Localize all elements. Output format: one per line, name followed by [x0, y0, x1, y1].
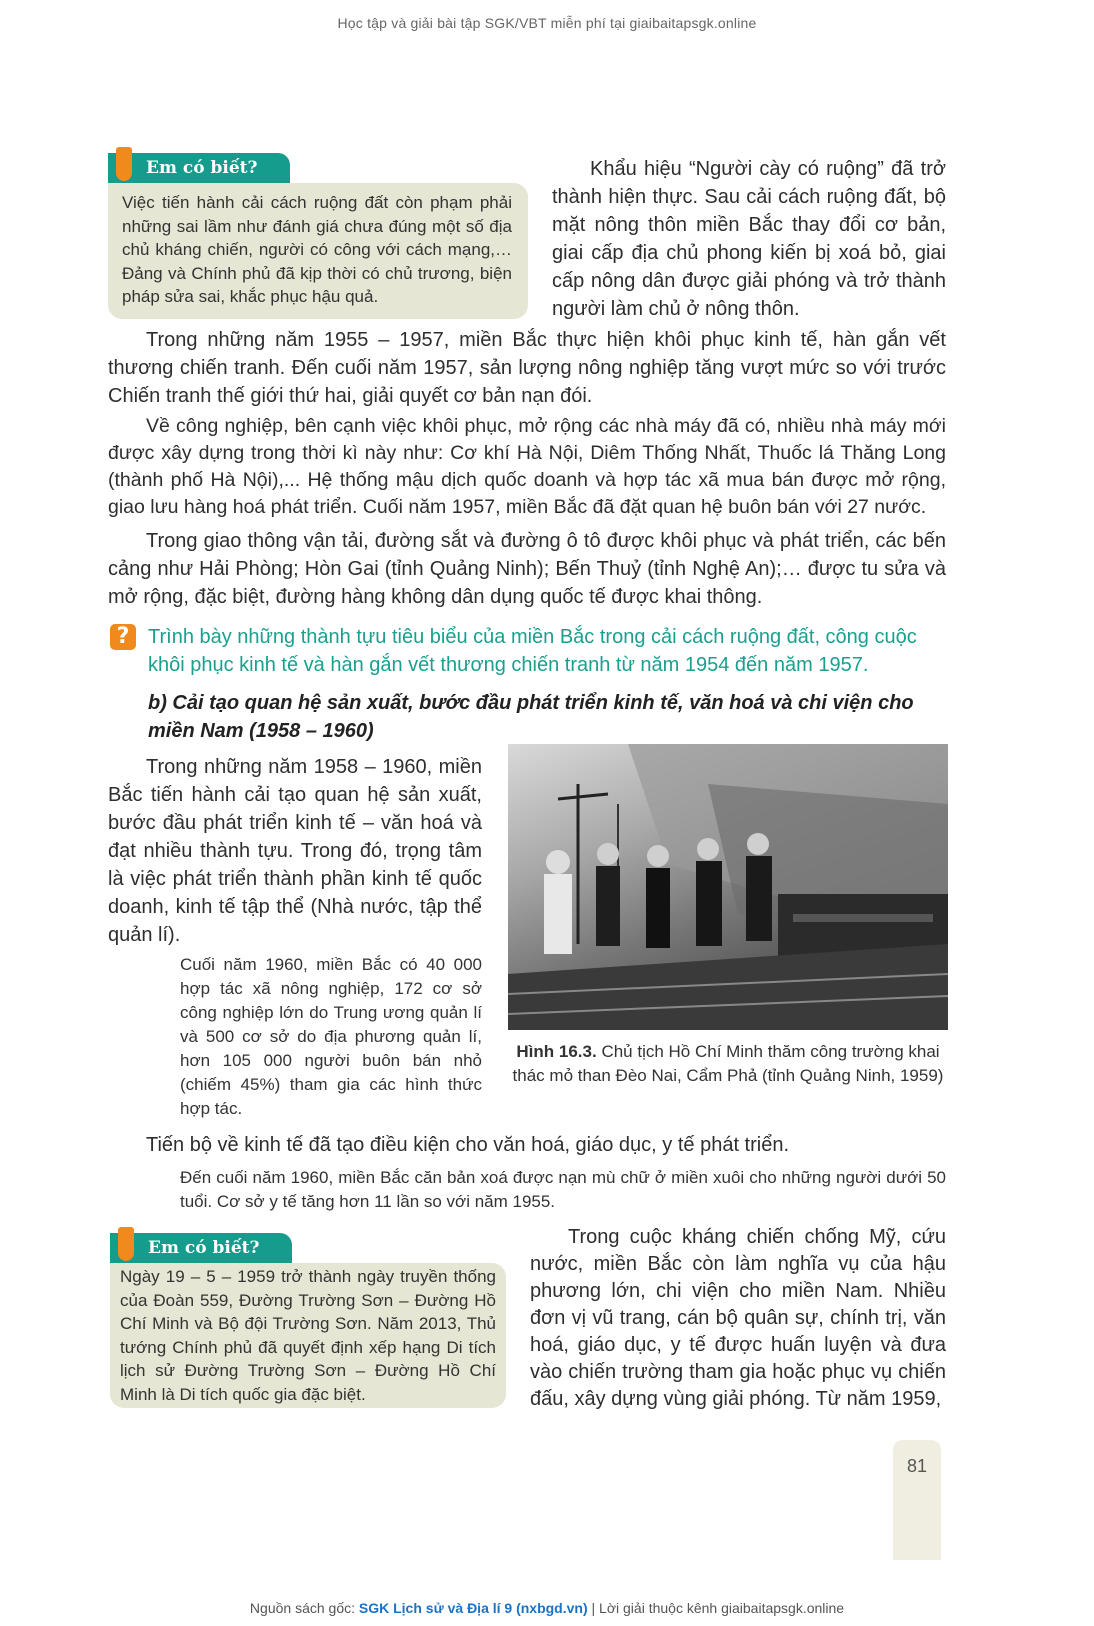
info-box-1-title-tab [108, 153, 290, 183]
bookmark-flag-icon [118, 1227, 134, 1261]
footer-source-link[interactable]: SGK Lịch sử và Địa lí 9 (nxbgd.vn) [358, 1600, 588, 1616]
footer-note [0, 1600, 1094, 1616]
info-box-1 [108, 183, 528, 319]
info-box-1-title: Em có biết? [146, 158, 258, 178]
section-b-title: b) Cải tạo quan hệ sản xuất, bước đầu phát triển kinh tế, văn hoá và chi viện cho miền Nam (1958 – 1960) [148, 692, 914, 742]
header-note: Học tập và giải bài tập SGK/VBT miễn phí tại giaibaitapsgk.online [337, 15, 757, 31]
figure-caption [508, 1040, 948, 1088]
paragraph-production-relations: Trong những năm 1958 – 1960, miền Bắc tiến hành cải tạo quan hệ sản xuất, bước đầu phát triển kinh tế – văn hoá và đạt nhiều thành tựu. Trong đó, trọng tâm là việc phát triển thành phần kinh tế quốc doanh, kinh tế tập thể (Nhà nước, tập thể quản lí). [108, 756, 482, 946]
bookmark-flag-icon [116, 147, 132, 181]
page-number: 81 [906, 1456, 928, 1476]
paragraph-literacy-health: Đến cuối năm 1960, miền Bắc căn bản xoá được nạn mù chữ ở miền xuôi cho những người dưới 50 tuổi. Cơ sở y tế tăng hơn 11 lần so với năm 1955. [180, 1168, 946, 1211]
question-icon: ? [110, 624, 136, 650]
footer-prefix: Nguồn sách gốc: [249, 1600, 359, 1616]
info-box-2-title-tab [110, 1233, 292, 1263]
paragraph-industry: Về công nghiệp, bên cạnh việc khôi phục, mở rộng các nhà máy đã có, nhiều nhà máy mới được xây dựng trong thời kì này như: Cơ khí Hà Nội, Diêm Thống Nhất, Thuốc lá Thăng Long (thành phố Hà Nội),... Hệ thống mậu dịch quốc doanh và hợp tác xã mua bán được mở rộng, giao lưu hàng hoá phát triển. Cuối năm 1957, miền Bắc đã đặt quan hệ buôn bán với 27 nước. [108, 415, 946, 518]
paragraph-land-reform: Khẩu hiệu “Người cày có ruộng” đã trở thành hiện thực. Sau cải cách ruộng đất, bộ mặt nông thôn miền Bắc thay đổi cơ bản, giai cấp địa chủ phong kiến bị xoá bỏ, giai cấp nông dân được giải phóng và trở thành người làm chủ ở nông thôn. [552, 158, 946, 320]
paragraph-economic-recovery: Trong những năm 1955 – 1957, miền Bắc thực hiện khôi phục kinh tế, hàn gắn vết thương chiến tranh. Đến cuối năm 1957, sản lượng nông nghiệp tăng vượt mức so với trước Chiến tranh thế giới thứ hai, giải quyết cơ bản nạn đói. [108, 329, 946, 407]
paragraph-statistics-1960: Cuối năm 1960, miền Bắc có 40 000 hợp tác xã nông nghiệp, 172 cơ sở công nghiệp lớn do Trung ương quản lí và 500 cơ sở do địa phương quản lí, hơn 105 000 người buôn bán nhỏ (chiếm 45%) tham gia các hình thức hợp tác. [180, 955, 482, 1118]
figure-caption-text: Chủ tịch Hồ Chí Minh thăm công trường khai thác mỏ than Đèo Nai, Cẩm Phả (tỉnh Quảng Ninh, 1959) [512, 1042, 944, 1085]
info-box-1-text: Việc tiến hành cải cách ruộng đất còn phạm phải những sai lầm như đánh giá chưa đúng một số địa chủ kháng chiến, người có công với cách mạng,… Đảng và Chính phủ đã kịp thời có chủ trương, biện pháp sửa sai, khắc phục hậu quả. [122, 193, 512, 306]
question-text: Trình bày những thành tựu tiêu biểu của miền Bắc trong cải cách ruộng đất, công cuộc khôi phục kinh tế và hàn gắn vết thương chiến tranh từ năm 1954 đến năm 1957. [148, 626, 917, 676]
figure-label: Hình 16.3. [516, 1042, 597, 1061]
info-box-2-text: Ngày 19 – 5 – 1959 trở thành ngày truyền thống của Đoàn 559, Đường Trường Sơn – Đường Hồ Chí Minh và Bộ đội Trường Sơn. Năm 2013, Thủ tướng Chính phủ đã quyết định xếp hạng Di tích lịch sử Đường Trường Sơn – Đường Hồ Chí Minh là Di tích quốc gia đặc biệt. [120, 1267, 496, 1404]
paragraph-culture-progress: Tiến bộ về kinh tế đã tạo điều kiện cho văn hoá, giáo dục, y tế phát triển. [146, 1134, 790, 1156]
historical-photo [508, 744, 948, 1030]
paragraph-support-south: Trong cuộc kháng chiến chống Mỹ, cứu nước, miền Bắc còn làm nghĩa vụ của hậu phương lớn, chi viện cho miền Nam. Nhiều đơn vị vũ trang, cán bộ quân sự, chính trị, văn hoá, giáo dục, y tế được huấn luyện và đưa vào chiến trường tham gia hoặc phục vụ chiến đấu, xây dựng vùng giải phóng. Từ năm 1959, [530, 1226, 946, 1410]
photo-illustration [508, 744, 948, 1030]
paragraph-transport: Trong giao thông vận tải, đường sắt và đường ô tô được khôi phục và phát triển, các bến cảng như Hải Phòng; Hòn Gai (tỉnh Quảng Ninh); Bến Thuỷ (tỉnh Nghệ An);… được tu sửa và mở rộng, đặc biệt, đường hàng không dân dụng quốc tế được khai thông. [108, 530, 946, 608]
info-box-2-title: Em có biết? [148, 1238, 260, 1258]
info-box-2 [110, 1263, 506, 1408]
footer-suffix: | Lời giải thuộc kênh giaibaitapsgk.online [587, 1600, 845, 1616]
